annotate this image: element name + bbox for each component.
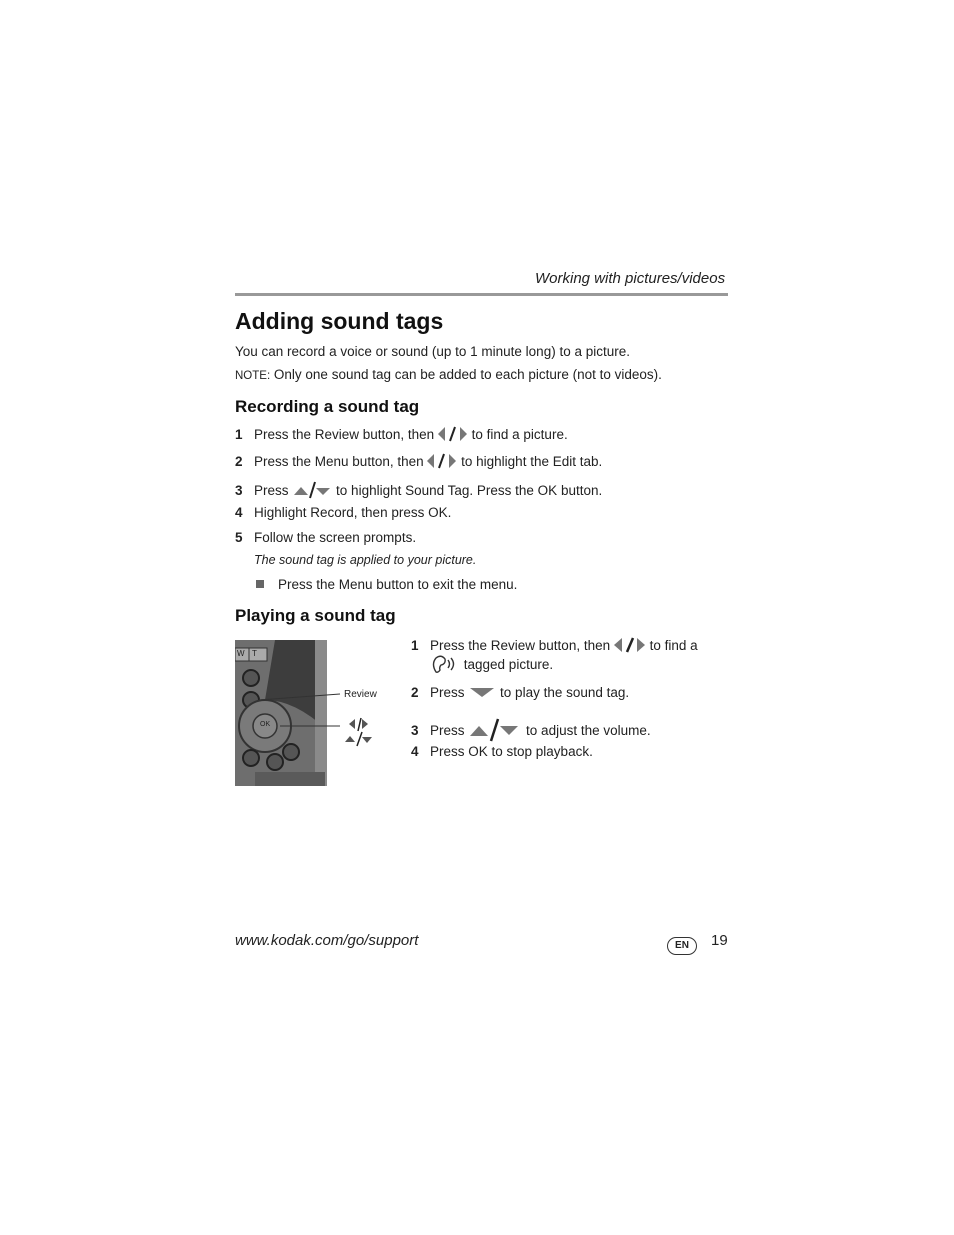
recording-heading: Recording a sound tag [235,397,420,416]
language-badge-icon: EN [667,937,697,955]
recording-step-2: 2 Press the Menu button, then to highlight the Edit tab. [235,453,602,472]
note [235,367,662,382]
footer-url: www.kodak.com/go/support [235,932,419,949]
playing-step-2: 2 Press to play the sound tag. [411,685,630,701]
review-callout-label: Review [344,689,377,700]
running-header: Working with pictures/videos [535,270,726,287]
playing-step-3: 3 Press to adjust the volume. [411,718,651,745]
note-text: Only one sound tag can be added to each picture (not to videos). [273,367,662,382]
down-arrow-icon [468,685,496,702]
zoom-t-label: T [252,649,257,658]
page-title: Adding sound tags [235,308,444,334]
recording-step-3: 3 Press to highlight Sound Tag. Press the OK button. [235,481,602,502]
camera-back-illustration [235,640,385,786]
intro-text: You can record a voice or sound (up to 1 minute long) to a picture. [235,344,630,359]
playing-step-1: 1 Press the Review button, then to find a [411,637,698,656]
page-number: 19 [711,932,728,949]
left-right-arrows-icon [614,637,646,656]
recording-step-1: 1 Press the Review button, then to find a picture. [235,426,568,445]
ok-button-label: OK [260,721,271,728]
recording-bullet: Press the Menu button to exit the menu. [256,577,517,592]
sound-tag-icon [430,655,460,676]
up-down-arrows-icon [468,718,522,745]
recording-step-4: 4 Highlight Record, then press OK. [235,505,452,520]
recording-step-5: 5 Follow the screen prompts. [235,530,417,545]
recording-result: The sound tag is applied to your picture. [254,553,477,567]
playing-step-1-line2: tagged picture. [430,655,553,676]
up-down-arrows-icon [292,481,332,502]
bullet-square-icon [256,580,264,588]
header-rule [235,293,728,296]
left-right-arrows-icon [438,426,468,445]
playing-step-4: 4 Press OK to stop playback. [411,744,593,759]
left-right-arrows-icon [427,453,457,472]
zoom-w-label: W [237,649,245,658]
playing-heading: Playing a sound tag [235,606,396,625]
note-label: NOTE: [235,370,271,382]
